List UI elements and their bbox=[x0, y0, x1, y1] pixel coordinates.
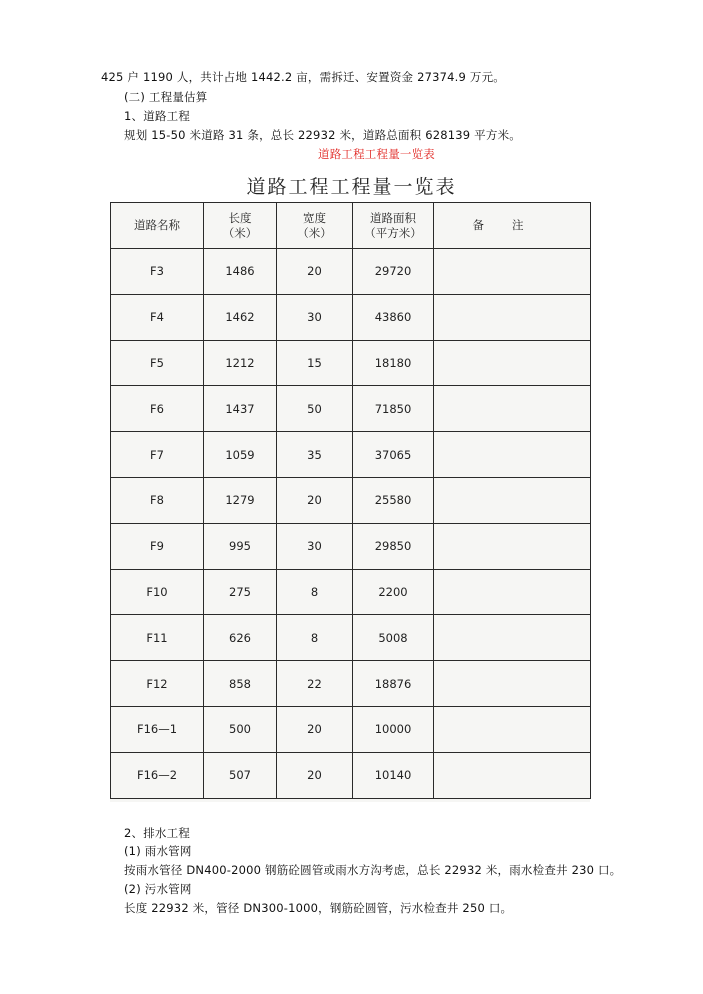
width-cell: 15 bbox=[277, 340, 353, 386]
width-cell: 20 bbox=[277, 706, 353, 752]
road-name-cell: F4 bbox=[111, 294, 204, 340]
table-row bbox=[111, 340, 591, 386]
header-road-name: 道路名称 bbox=[111, 203, 204, 249]
area-cell: 43860 bbox=[353, 294, 434, 340]
area-cell: 29850 bbox=[353, 523, 434, 569]
area-cell: 5008 bbox=[353, 615, 434, 661]
area-cell: 18180 bbox=[353, 340, 434, 386]
road-name-cell: F3 bbox=[111, 249, 204, 295]
road-summary: 规划 15-50 米道路 31 条，总长 22932 米，道路总面积 628139 平方米。 bbox=[124, 128, 521, 142]
area-cell: 37065 bbox=[353, 432, 434, 478]
note-cell bbox=[434, 661, 591, 707]
note-cell bbox=[434, 752, 591, 798]
note-cell bbox=[434, 706, 591, 752]
road-name-cell: F16—2 bbox=[111, 752, 204, 798]
table-row bbox=[111, 615, 591, 661]
sewage-network-heading: (2) 污水管网 bbox=[124, 882, 192, 896]
road-name-cell: F12 bbox=[111, 661, 204, 707]
table-header-row bbox=[111, 203, 591, 249]
red-table-caption: 道路工程工程量一览表 bbox=[318, 147, 435, 161]
note-cell bbox=[434, 340, 591, 386]
area-cell: 71850 bbox=[353, 386, 434, 432]
note-cell bbox=[434, 294, 591, 340]
note-cell bbox=[434, 477, 591, 523]
note-cell bbox=[434, 249, 591, 295]
length-cell: 995 bbox=[204, 523, 277, 569]
note-cell bbox=[434, 523, 591, 569]
length-cell: 275 bbox=[204, 569, 277, 615]
area-cell: 10000 bbox=[353, 706, 434, 752]
table-row bbox=[111, 432, 591, 478]
section-heading: (二) 工程量估算 bbox=[124, 90, 208, 104]
table-row bbox=[111, 386, 591, 432]
length-cell: 1486 bbox=[204, 249, 277, 295]
width-cell: 20 bbox=[277, 477, 353, 523]
road-name-cell: F10 bbox=[111, 569, 204, 615]
table-title: 道路工程工程量一览表 bbox=[246, 176, 457, 198]
area-cell: 10140 bbox=[353, 752, 434, 798]
width-cell: 30 bbox=[277, 294, 353, 340]
area-cell: 25580 bbox=[353, 477, 434, 523]
sewage-network-text: 长度 22932 米，管径 DN300-1000，钢筋砼圆管，污水检查井 250 口。 bbox=[124, 901, 513, 915]
road-name-cell: F16—1 bbox=[111, 706, 204, 752]
note-cell bbox=[434, 569, 591, 615]
width-cell: 20 bbox=[277, 249, 353, 295]
width-cell: 50 bbox=[277, 386, 353, 432]
length-cell: 626 bbox=[204, 615, 277, 661]
table-row bbox=[111, 477, 591, 523]
road-name-cell: F7 bbox=[111, 432, 204, 478]
length-cell: 1279 bbox=[204, 477, 277, 523]
rain-network-text: 按雨水管径 DN400-2000 钢筋砼圆管或雨水方沟考虑，总长 22932 米，雨水检查井 230 口。 bbox=[124, 863, 622, 877]
drainage-heading: 2、排水工程 bbox=[124, 826, 191, 840]
road-name-cell: F5 bbox=[111, 340, 204, 386]
road-name-cell: F9 bbox=[111, 523, 204, 569]
road-name-cell: F8 bbox=[111, 477, 204, 523]
road-heading: 1、道路工程 bbox=[124, 109, 191, 123]
header-width: 宽度 （米） bbox=[277, 203, 353, 249]
table-row bbox=[111, 569, 591, 615]
table-row bbox=[111, 661, 591, 707]
header-length: 长度 （米） bbox=[204, 203, 277, 249]
length-cell: 858 bbox=[204, 661, 277, 707]
length-cell: 1212 bbox=[204, 340, 277, 386]
table-row bbox=[111, 294, 591, 340]
length-cell: 1059 bbox=[204, 432, 277, 478]
header-area: 道路面积 （平方米） bbox=[353, 203, 434, 249]
length-cell: 507 bbox=[204, 752, 277, 798]
length-cell: 1437 bbox=[204, 386, 277, 432]
width-cell: 8 bbox=[277, 615, 353, 661]
width-cell: 22 bbox=[277, 661, 353, 707]
length-cell: 1462 bbox=[204, 294, 277, 340]
rain-network-heading: (1) 雨水管网 bbox=[124, 844, 192, 858]
area-cell: 18876 bbox=[353, 661, 434, 707]
area-cell: 2200 bbox=[353, 569, 434, 615]
intro-line-1: 425 户 1190 人，共计占地 1442.2 亩，需拆迁、安置资金 27374.9 万元。 bbox=[101, 70, 505, 84]
width-cell: 30 bbox=[277, 523, 353, 569]
note-cell bbox=[434, 432, 591, 478]
table-row bbox=[111, 706, 591, 752]
length-cell: 500 bbox=[204, 706, 277, 752]
header-note: 备注 bbox=[434, 203, 591, 249]
table-row bbox=[111, 523, 591, 569]
width-cell: 35 bbox=[277, 432, 353, 478]
road-name-cell: F6 bbox=[111, 386, 204, 432]
road-quantity-table bbox=[110, 202, 591, 799]
road-name-cell: F11 bbox=[111, 615, 204, 661]
area-cell: 29720 bbox=[353, 249, 434, 295]
width-cell: 20 bbox=[277, 752, 353, 798]
table-row bbox=[111, 249, 591, 295]
note-cell bbox=[434, 386, 591, 432]
width-cell: 8 bbox=[277, 569, 353, 615]
note-cell bbox=[434, 615, 591, 661]
table-row bbox=[111, 752, 591, 798]
